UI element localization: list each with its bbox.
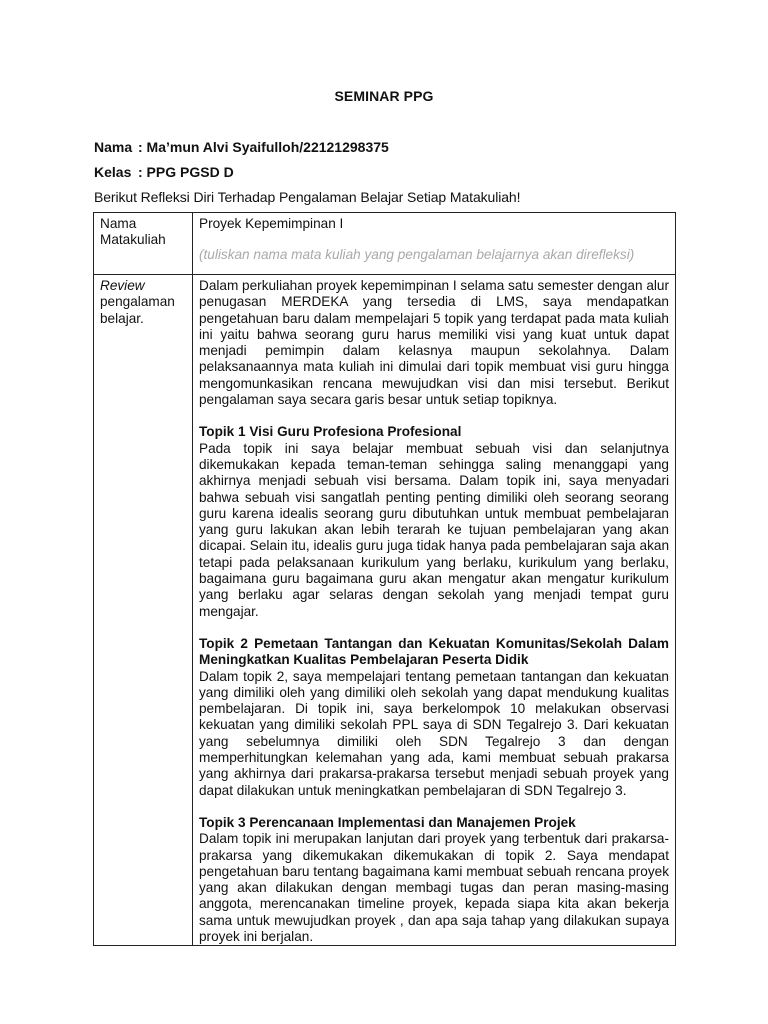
topic-body: Dalam topik ini merupakan lanjutan dari proyek yang terbentuk dari prakarsa-prakarsa yang dikemukakan dikemukakan di topik 2. Saya mendapat pengetahuan baru tentang bagaimana kami membuat sebuah rencana proyek yang akan dilakukan dengan membagi tugas dan peran masing-masing anggota, merencanakan timeline proyek, kepada siapa kita akan bekerja sama untuk mewujudkan proyek , dan apa saja tahap yang dilakukan supaya proyek ini berjalan.: [199, 831, 669, 944]
page-title: SEMINAR PPG: [334, 88, 434, 104]
label-line: Matakuliah: [100, 232, 166, 248]
kelas-value: : PPG PGSD D: [138, 164, 234, 180]
kelas-line: [94, 164, 234, 180]
review-label-rest: pengalaman belajar.: [100, 294, 175, 326]
topic-title: Topik 2 Pemetaan Tantangan dan Kekuatan Komunitas/Sekolah Dalam Meningkatkan Kualitas Pembelajaran Peserta Didik: [199, 635, 669, 668]
topic-body: Pada topik ini saya belajar membuat sebuah visi dan selanjutnya dikemukakan kepada teman-teman sehingga saling menanggapi yang akhirnya menjadi sebuah visi bersama. Dalam topik ini, saya menyadari bahwa sebuah visi sangatlah penting penting dimiliki oleh seorang seorang guru karena idealis seorang guru dibutuhkan untuk membuat pembelajaran yang guru lakukan akan lebih terarah ke tujuan pembelajaran yang akan dicapai. Selain itu, idealis guru juga tidak hanya pada pembelajaran saja akan tetapi pada pelaksanaan kurikulum yang berlaku, kurikulum yang berlaku, bagaimana guru bagaimana guru akan mengatur akan mengatur kurikulum yang berlaku agar selaras dengan sekolah yang menjadi tempat guru mengajar.: [199, 440, 669, 619]
course-name: Proyek Kepemimpinan I: [199, 216, 344, 231]
table-row: [94, 275, 676, 946]
topic-title: Topik 1 Visi Guru Profesiona Profesional: [199, 424, 462, 440]
label-cell: [94, 213, 193, 275]
nama-line: [94, 139, 389, 155]
topic-body: Dalam topik 2, saya mempelajari tentang pemetaan tantangan dan kekuatan yang dimiliki oleh yang dimiliki oleh sekolah yang dapat mendukung kualitas pembelajaran. Di topik ini, saya berkelompok 10 melakukan observasi kekuatan yang dimiliki sekolah PPL saya di SDN Tegalrejo 3. Dari kekuatan yang sebelumnya dimiliki oleh SDN Tegalrejo 3 dan dengan memperhitungkan kelemahan yang ada, kami membuat sebuah prakarsa yang akhirnya dari prakarsa-prakarsa tersebut menjadi sebuah proyek yang dapat dilakukan untuk meningkatkan pembelajaran di SDN Tegalrejo 3.: [199, 668, 669, 798]
reflection-table: [93, 212, 676, 946]
label-line: Nama: [100, 216, 137, 231]
value-cell: [193, 213, 676, 275]
intro-text: Berikut Refleksi Diri Terhadap Pengalaman Belajar Setiap Matakuliah!: [94, 189, 521, 205]
review-cell: [193, 275, 676, 946]
table-row: [94, 213, 676, 275]
kelas-label: Kelas: [94, 164, 132, 180]
course-placeholder: (tuliskan nama mata kuliah yang pengalaman belajarnya akan direfleksi): [199, 247, 635, 263]
nama-value: : Ma’mun Alvi Syaifulloh/22121298375: [138, 139, 389, 155]
topic-title: Topik 3 Perencanaan Implementasi dan Manajemen Projek: [199, 814, 576, 830]
label-cell: [94, 275, 193, 946]
review-label: Review: [100, 278, 145, 293]
nama-label: Nama: [94, 139, 133, 155]
review-intro-paragraph: Dalam perkuliahan proyek kepemimpinan I selama satu semester dengan alur penugasan MERDEKA yang tersedia di LMS, saya mendapatkan pengetahuan baru dalam mempelajari 5 topik yang terdapat pada mata kuliah ini yaitu bahwa seorang guru harus memiliki visi yang kuat untuk dapat menjadi pemimpin dalam kelasnya maupun sekolahnya. Dalam pelaksanaannya mata kuliah ini dimulai dari topik membuat visi guru hingga mengomunkasikan rencana mewujudkan visi dan misi tersebut. Berikut pengalaman saya secara garis besar untuk setiap topiknya.: [199, 278, 669, 408]
